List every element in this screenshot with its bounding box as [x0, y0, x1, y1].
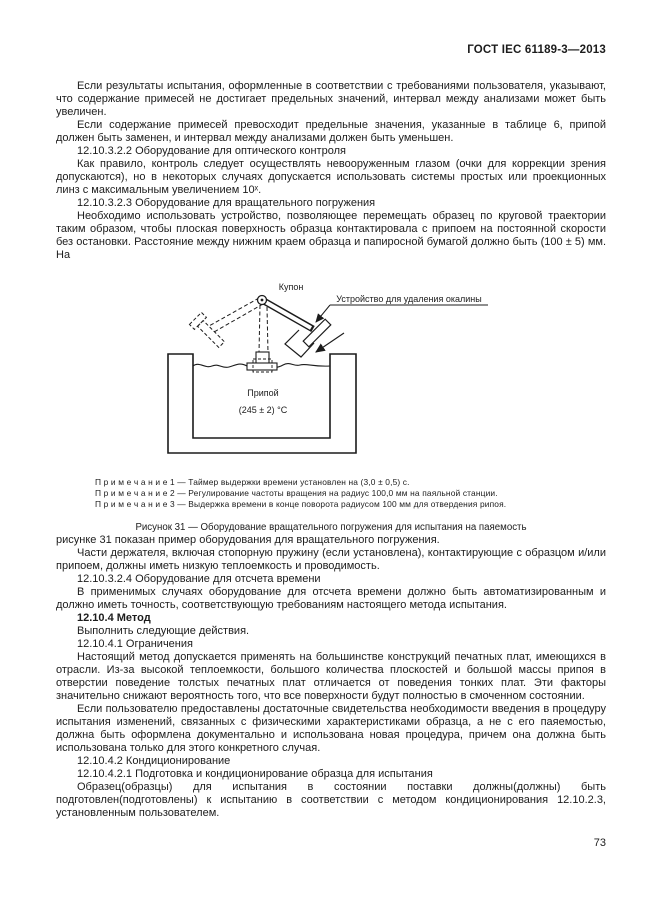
heading-12-10-4-method: 12.10.4 Метод	[77, 611, 151, 624]
figure-caption: Рисунок 31 — Оборудование вращательного погружения для испытания на паяемость	[135, 521, 527, 533]
device-leader-arrow	[316, 305, 330, 322]
heading-12-10-4-2-1: 12.10.4.2.1 Подготовка и кондиционирование образца для испытания	[77, 767, 433, 780]
figure-note-3: П р и м е ч а н и е 3 — Выдержка времени в конце поворота радиусом 100 мм для отвердения рипоя.	[95, 499, 507, 510]
rotational-dipping-equipment-drawing	[158, 275, 498, 465]
surface-coupon-base	[247, 363, 277, 370]
dashed-guide-line	[267, 307, 268, 353]
figure-notes	[95, 477, 606, 511]
page-number: 73	[593, 836, 606, 849]
dashed-arm-line	[214, 304, 263, 332]
paragraph-specimen-conditioning: Образец(образцы) для испытания в состоянии поставки должны(должны) быть подготовлен(подготовлены) к испытанию в соответствии с методом кондиционирования 12.10.2.3, установленным пользователем.	[56, 780, 606, 819]
figure-label-device: Устройство для удаления окалины	[336, 294, 482, 304]
paragraph-impurity-below-limits: Если результаты испытания, оформленные в соответствии с требованиями пользователя, указывают, что содержание примесей не достигает предельных значений, интервал между анализами может быть увеличен.	[56, 80, 606, 118]
page-content	[56, 44, 606, 849]
figure-31-diagram	[158, 275, 498, 465]
rotating-arm-core	[262, 300, 311, 328]
paragraph-holder-parts: Части держателя, включая стопорную пружину (если установлена), контактирующие с образцом и/или припоем, должны иметь низкую теплоемкость и проводимость.	[56, 546, 606, 572]
paragraph-perform-actions: Выполнить следующие действия.	[77, 624, 250, 637]
paragraph-impurity-above-limits: Если содержание примесей превосходит предельные значения, указанные в таблице 6, припой должен быть заменен, и интервал между анализами должен быть уменьшен.	[56, 119, 606, 144]
paragraph-procedure-changes: Если пользователю предоставлены достаточные свидетельства необходимости введения в процедуру испытания изменений, связанных с физическими характеристиками образца, а не с его паяемостью, должна быть оформлена документально и использована новая процедура, причем она должна быть использована только для этого конкретного случая.	[56, 702, 606, 754]
figure-label-temperature: (245 ± 2) °С	[238, 405, 288, 415]
dashed-guide-line	[259, 305, 260, 353]
pivot-dot	[261, 299, 264, 302]
figure-note-1: П р и м е ч а н и е 1 — Таймер выдержки времени установлен на (3,0 ± 0,5) с.	[95, 477, 410, 487]
figure-note-2: П р и м е ч а н и е 2 — Регулирование частоты вращения на радиус 100,0 мм на паяльной станции.	[95, 488, 498, 499]
paragraph-timing-equipment: В применимых случаях оборудование для отсчета времени должно быть автоматизированным и должно иметь точность, соответствующую требованиям настоящего метода испытания.	[56, 585, 606, 611]
figure-label-solder: Припой	[247, 388, 279, 398]
document-header: ГОСТ IEC 61189-3—2013	[467, 44, 606, 56]
paragraph-figure-continuation: рисунке 31 показан пример оборудования для вращательного погружения.	[56, 533, 440, 546]
heading-12-10-4-1: 12.10.4.1 Ограничения	[77, 637, 193, 650]
surface-coupon-stem	[256, 352, 269, 364]
paragraph-optical-control: Как правило, контроль следует осуществлять невооруженным глазом (очки для коррекции зрения допускаются), но в некоторых случаях допускается использовать системы простых или проекционных линз с максимальным увеличением 10ˣ.	[56, 158, 606, 196]
dashed-arm-line	[209, 298, 259, 326]
heading-12-10-4-2: 12.10.4.2 Кондиционирование	[77, 754, 231, 767]
heading-12-10-3-2-2: 12.10.3.2.2 Оборудование для оптического контроля	[77, 145, 346, 157]
paragraph-rotational-dipping: Необходимо использовать устройство, позволяющее перемещать образец по круговой траектории таким образом, чтобы плоская поверхность образца контактировала с припоем на постоянной скорости без остановки. Расстояние между нижним краем образца и папиросной бумагой должно быть (100 ± 5) мм. На	[56, 210, 606, 261]
heading-12-10-3-2-3: 12.10.3.2.3 Оборудование для вращательного погружения	[77, 197, 376, 209]
dashed-coupon-assembly	[189, 312, 227, 350]
heading-12-10-3-2-4: 12.10.3.2.4 Оборудование для отсчета времени	[77, 572, 321, 585]
figure-label-coupon: Купон	[278, 282, 304, 292]
paragraph-limitations: Настоящий метод допускается применять на большинстве конструкций печатных плат, имеющихся в отрасли. Из-за высокой теплоемкости, большого количества плоскостей и большой массы припоя в отверстии поведение толстых печатных плат отличается от поведения тонких плат. Эти факторы значительно снижают вероятность того, что все поверхности будут полностью в смоченном состоянии.	[56, 650, 606, 702]
